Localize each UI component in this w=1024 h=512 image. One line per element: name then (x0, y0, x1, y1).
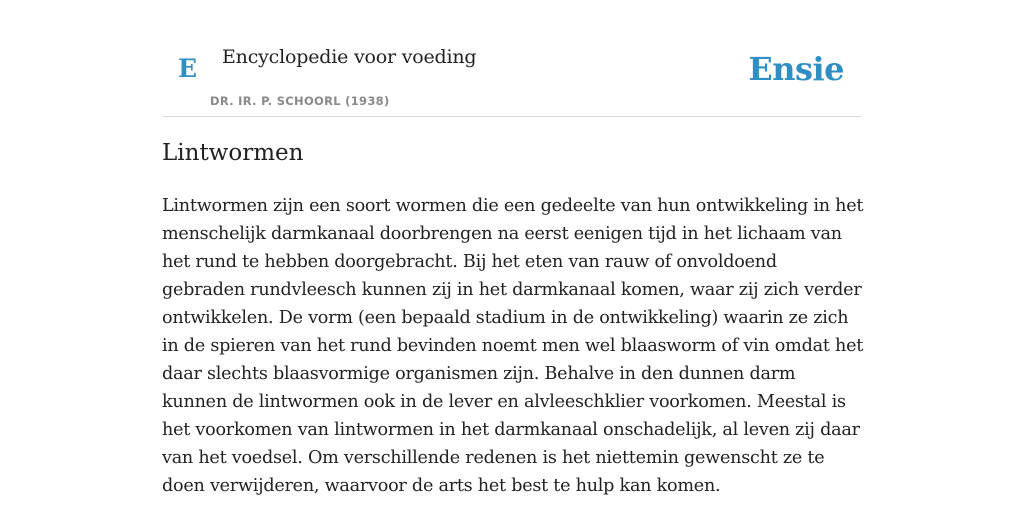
book-header (162, 0, 862, 117)
entry-title: Lintwormen (162, 140, 304, 166)
book-logo[interactable]: E (178, 54, 198, 83)
book-title-link[interactable]: Encyclopedie voor voeding (222, 46, 477, 68)
book-author: DR. IR. P. SCHOORL (1938) (210, 94, 390, 108)
page-container (162, 0, 864, 496)
ensie-brand-logo[interactable]: Ensie (748, 50, 844, 88)
entry-body: Lintwormen zijn een soort wormen die een gedeelte van hun ontwikkeling in het menschelijk darmkanaal doorbrengen na eerst eenigen tijd in het lichaam van het rund te hebben doorgebracht. Bij het eten van rauw of onvoldoend gebraden rundvleesch kunnen zij in het darmkanaal komen, waar zij zich verder ontwikkelen. De vorm (een bepaald stadium in de ontwikkeling) waarin ze zich in de spieren van het rund bevinden noemt men wel blaasworm of vin omdat het daar slechts blaasvormige organismen zijn. Behalve in den dunnen darm kunnen de lintwormen ook in de lever en alvleeschklier voorkomen. Meestal is het voorkomen van lintwormen in het darmkanaal onschadelijk, al leven zij daar van het voedsel. Om verschillende redenen is het niettemin gewenscht ze te doen verwijderen, waarvoor de arts het best te hulp kan komen. (162, 196, 864, 496)
